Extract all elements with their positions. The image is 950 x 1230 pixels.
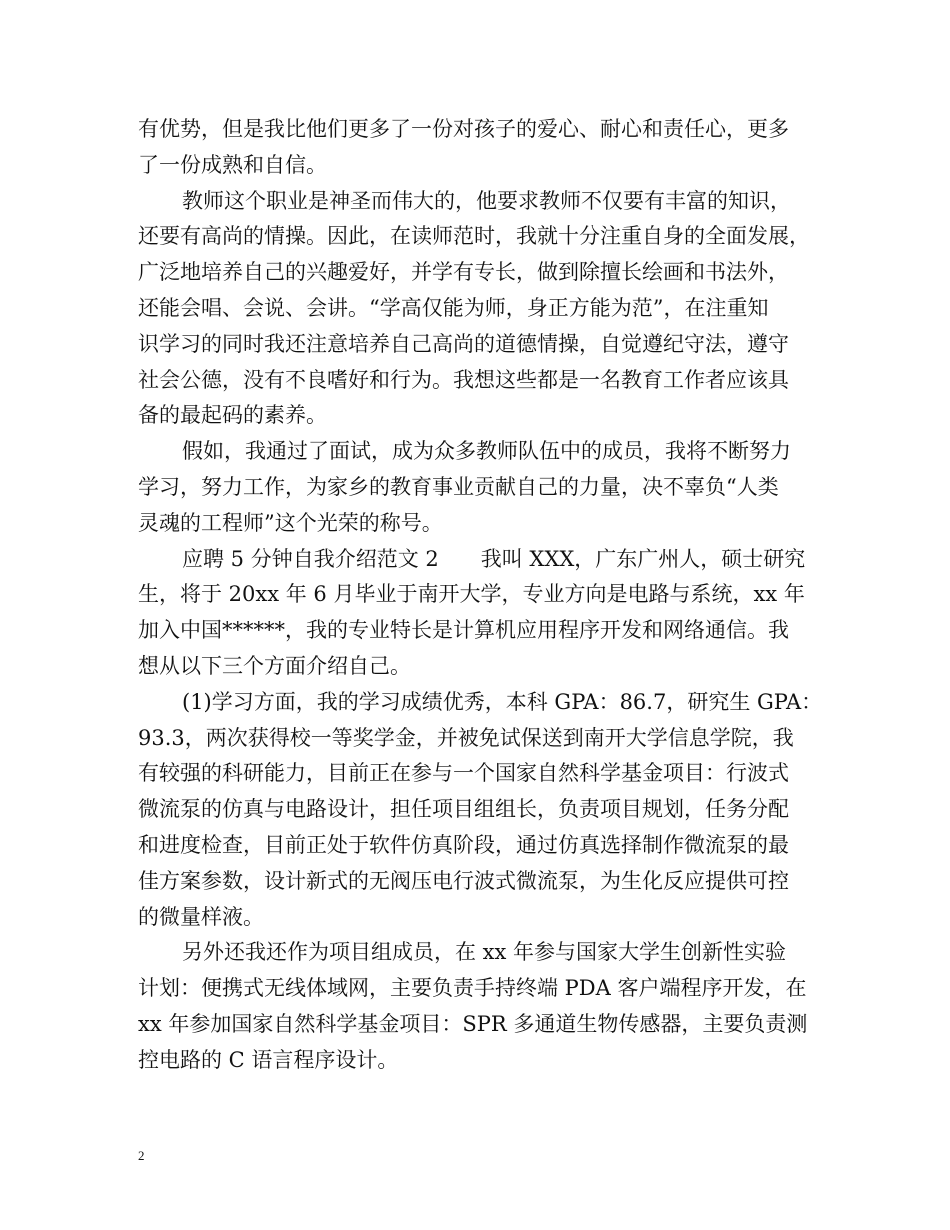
text-line: 想从以下三个方面介绍自己。: [138, 653, 411, 678]
text-line: 还要有高尚的情操。因此，在读师范时，我就十分注重自身的全面发展，: [138, 224, 810, 249]
page-number: 2: [138, 1148, 145, 1163]
text-line: 识学习的同时我还注意培养自己高尚的道德情操，自觉遵纪守法，遵守: [138, 331, 789, 356]
text-line: 学习，努力工作，为家乡的教育事业贡献自己的力量，决不辜负“人类: [138, 474, 779, 499]
text-line: 93.3，两次获得校一等奖学金，并被免试保送到南开大学信息学院，我: [138, 725, 794, 750]
text-line: 备的最起码的素养。: [138, 403, 327, 428]
text-line: 还能会唱、会说、会讲。“学高仅能为师，身正方能为范”，在注重知: [138, 295, 769, 320]
text-line: 有优势，但是我比他们更多了一份对孩子的爱心、耐心和责任心，更多: [138, 117, 789, 141]
text-line: 计划：便携式无线体域网，主要负责手持终端 PDA 客户端程序开发，在: [138, 976, 807, 1001]
text-line: 假如，我通过了面试，成为众多教师队伍中的成员，我将不断努力: [182, 439, 791, 464]
text-line: (1)学习方面，我的学习成绩优秀，本科 GPA：86.7，研究生 GPA：: [182, 689, 823, 714]
text-line: 应聘 5 分钟自我介绍范文 2 我叫 XXX，广东广州人，硕士研究: [182, 546, 806, 571]
text-line: 加入中国******，我的专业特长是计算机应用程序开发和网络通信。我: [138, 618, 789, 643]
text-line: xx 年参加国家自然科学基金项目：SPR 多通道生物传感器，主要负责测: [138, 1011, 808, 1036]
text-line: 的微量样液。: [138, 904, 264, 929]
text-line: 控电路的 C 语言程序设计。: [138, 1047, 399, 1072]
text-line: 灵魂的工程师”这个光荣的称号。: [138, 510, 443, 535]
text-line: 和进度检查，目前正处于软件仿真阶段，通过仿真选择制作微流泵的最: [138, 832, 789, 857]
text-line: 教师这个职业是神圣而伟大的，他要求教师不仅要有丰富的知识，: [182, 188, 791, 213]
text-line: 生，将于 20xx 年 6 月毕业于南开大学，专业方向是电路与系统，xx 年: [138, 582, 805, 607]
text-line: 了一份成熟和自信。: [138, 152, 327, 177]
text-line: 微流泵的仿真与电路设计，担任项目组组长，负责项目规划，任务分配: [138, 797, 789, 822]
text-line: 佳方案参数，设计新式的无阀压电行波式微流泵，为生化反应提供可控: [138, 868, 789, 893]
document-body: [138, 112, 823, 1079]
text-line: 广泛地培养自己的兴趣爱好，并学有专长，做到除擅长绘画和书法外，: [138, 260, 789, 285]
text-line: 社会公德，没有不良嗜好和行为。我想这些都是一名教育工作者应该具: [138, 367, 789, 392]
text-line: 另外还我还作为项目组成员，在 xx 年参与国家大学生创新性实验: [182, 940, 787, 965]
text-line: 有较强的科研能力，目前正在参与一个国家自然科学基金项目：行波式: [138, 761, 789, 786]
